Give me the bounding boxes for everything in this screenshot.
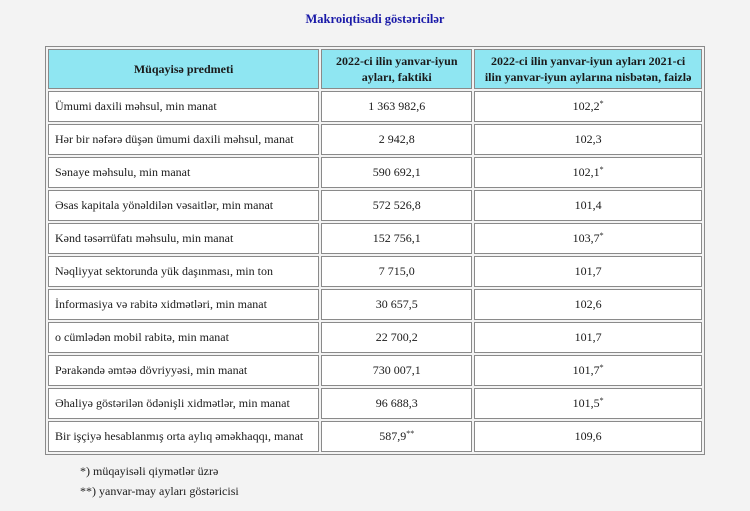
actual-value-cell [321,355,472,386]
percent-value: 102,3 [574,132,602,146]
actual-value-cell [321,289,472,320]
indicator-name: İnformasiya və rabitə xidmətləri, min manat [48,289,319,320]
table-row [48,124,702,155]
table-row [48,289,702,320]
footnote-marker: ** [406,429,415,438]
column-header-percent: 2022-ci ilin yanvar-iyun ayları 2021-ci ilin yanvar-iyun aylarına nisbətən, faizlə [474,49,702,89]
actual-value-cell [321,124,472,155]
percent-value: 102,6 [574,297,602,311]
indicator-name: Bir işçiyə hesablanmış orta aylıq əməkhaqqı, manat [48,421,319,452]
actual-value: 1 363 982,6 [368,99,426,113]
table-row [48,388,702,419]
actual-value: 730 007,1 [372,363,421,377]
actual-value-cell [321,157,472,188]
footnote-marker: * [599,99,604,108]
percent-value-cell [474,322,702,353]
table-row [48,322,702,353]
table-body [48,91,702,452]
actual-value-cell [321,91,472,122]
indicator-name: Hər bir nəfərə düşən ümumi daxili məhsul, manat [48,124,319,155]
actual-value-cell [321,190,472,221]
actual-value-cell [321,421,472,452]
actual-value: 572 526,8 [372,198,421,212]
percent-value-cell [474,388,702,419]
percent-value: 103,7 [572,231,600,245]
actual-value: 30 657,5 [375,297,418,311]
percent-value: 109,6 [574,429,602,443]
percent-value: 101,5 [572,396,600,410]
indicator-name: Pərakəndə əmtəə dövriyyəsi, min manat [48,355,319,386]
percent-value-cell [474,190,702,221]
table-row [48,421,702,452]
indicator-name: Kənd təsərrüfatı məhsulu, min manat [48,223,319,254]
table-row [48,355,702,386]
percent-value: 101,7 [574,264,602,278]
table-row [48,190,702,221]
percent-value-cell [474,256,702,287]
percent-value-cell [474,355,702,386]
percent-value-cell [474,223,702,254]
actual-value: 590 692,1 [372,165,421,179]
column-header-actual: 2022-ci ilin yanvar-iyun ayları, faktiki [321,49,472,89]
footnote-marker: * [599,363,604,372]
percent-value: 101,7 [572,363,600,377]
column-header-subject: Müqayisə predmeti [48,49,319,89]
actual-value-cell [321,322,472,353]
indicator-name: Ümumi daxili məhsul, min manat [48,91,319,122]
actual-value: 7 715,0 [378,264,415,278]
percent-value: 102,1 [572,165,600,179]
footnote-marker: * [599,165,604,174]
table-row [48,256,702,287]
footnote-jan-may: **) yanvar-may ayları göstəricisi [80,484,239,498]
actual-value: 587,9 [379,429,407,443]
indicator-name: Nəqliyyat sektorunda yük daşınması, min ton [48,256,319,287]
indicators-table [45,46,705,455]
indicator-name: Əsas kapitala yönəldilən vəsaitlər, min manat [48,190,319,221]
indicator-name: Sənaye məhsulu, min manat [48,157,319,188]
indicator-name: Əhaliyə göstərilən ödənişli xidmətlər, min manat [48,388,319,419]
indicator-name: o cümlədən mobil rabitə, min manat [48,322,319,353]
percent-value: 102,2 [572,99,600,113]
actual-value-cell [321,223,472,254]
footnote-marker: * [599,396,604,405]
actual-value: 22 700,2 [375,330,418,344]
table-row [48,91,702,122]
table-row [48,157,702,188]
actual-value-cell [321,256,472,287]
percent-value: 101,7 [574,330,602,344]
percent-value-cell [474,157,702,188]
percent-value-cell [474,124,702,155]
footnote-comparable-prices: *) müqayisəli qiymətlər üzrə [80,464,219,478]
page-title: Makroiqtisadi göstəricilər [305,12,445,26]
actual-value: 96 688,3 [375,396,418,410]
actual-value-cell [321,388,472,419]
percent-value-cell [474,421,702,452]
percent-value: 101,4 [574,198,602,212]
table-header-row [48,49,702,89]
footnote-marker: * [599,231,604,240]
footnotes [80,461,239,501]
table-row [48,223,702,254]
actual-value: 152 756,1 [372,231,421,245]
actual-value: 2 942,8 [378,132,415,146]
percent-value-cell [474,91,702,122]
percent-value-cell [474,289,702,320]
